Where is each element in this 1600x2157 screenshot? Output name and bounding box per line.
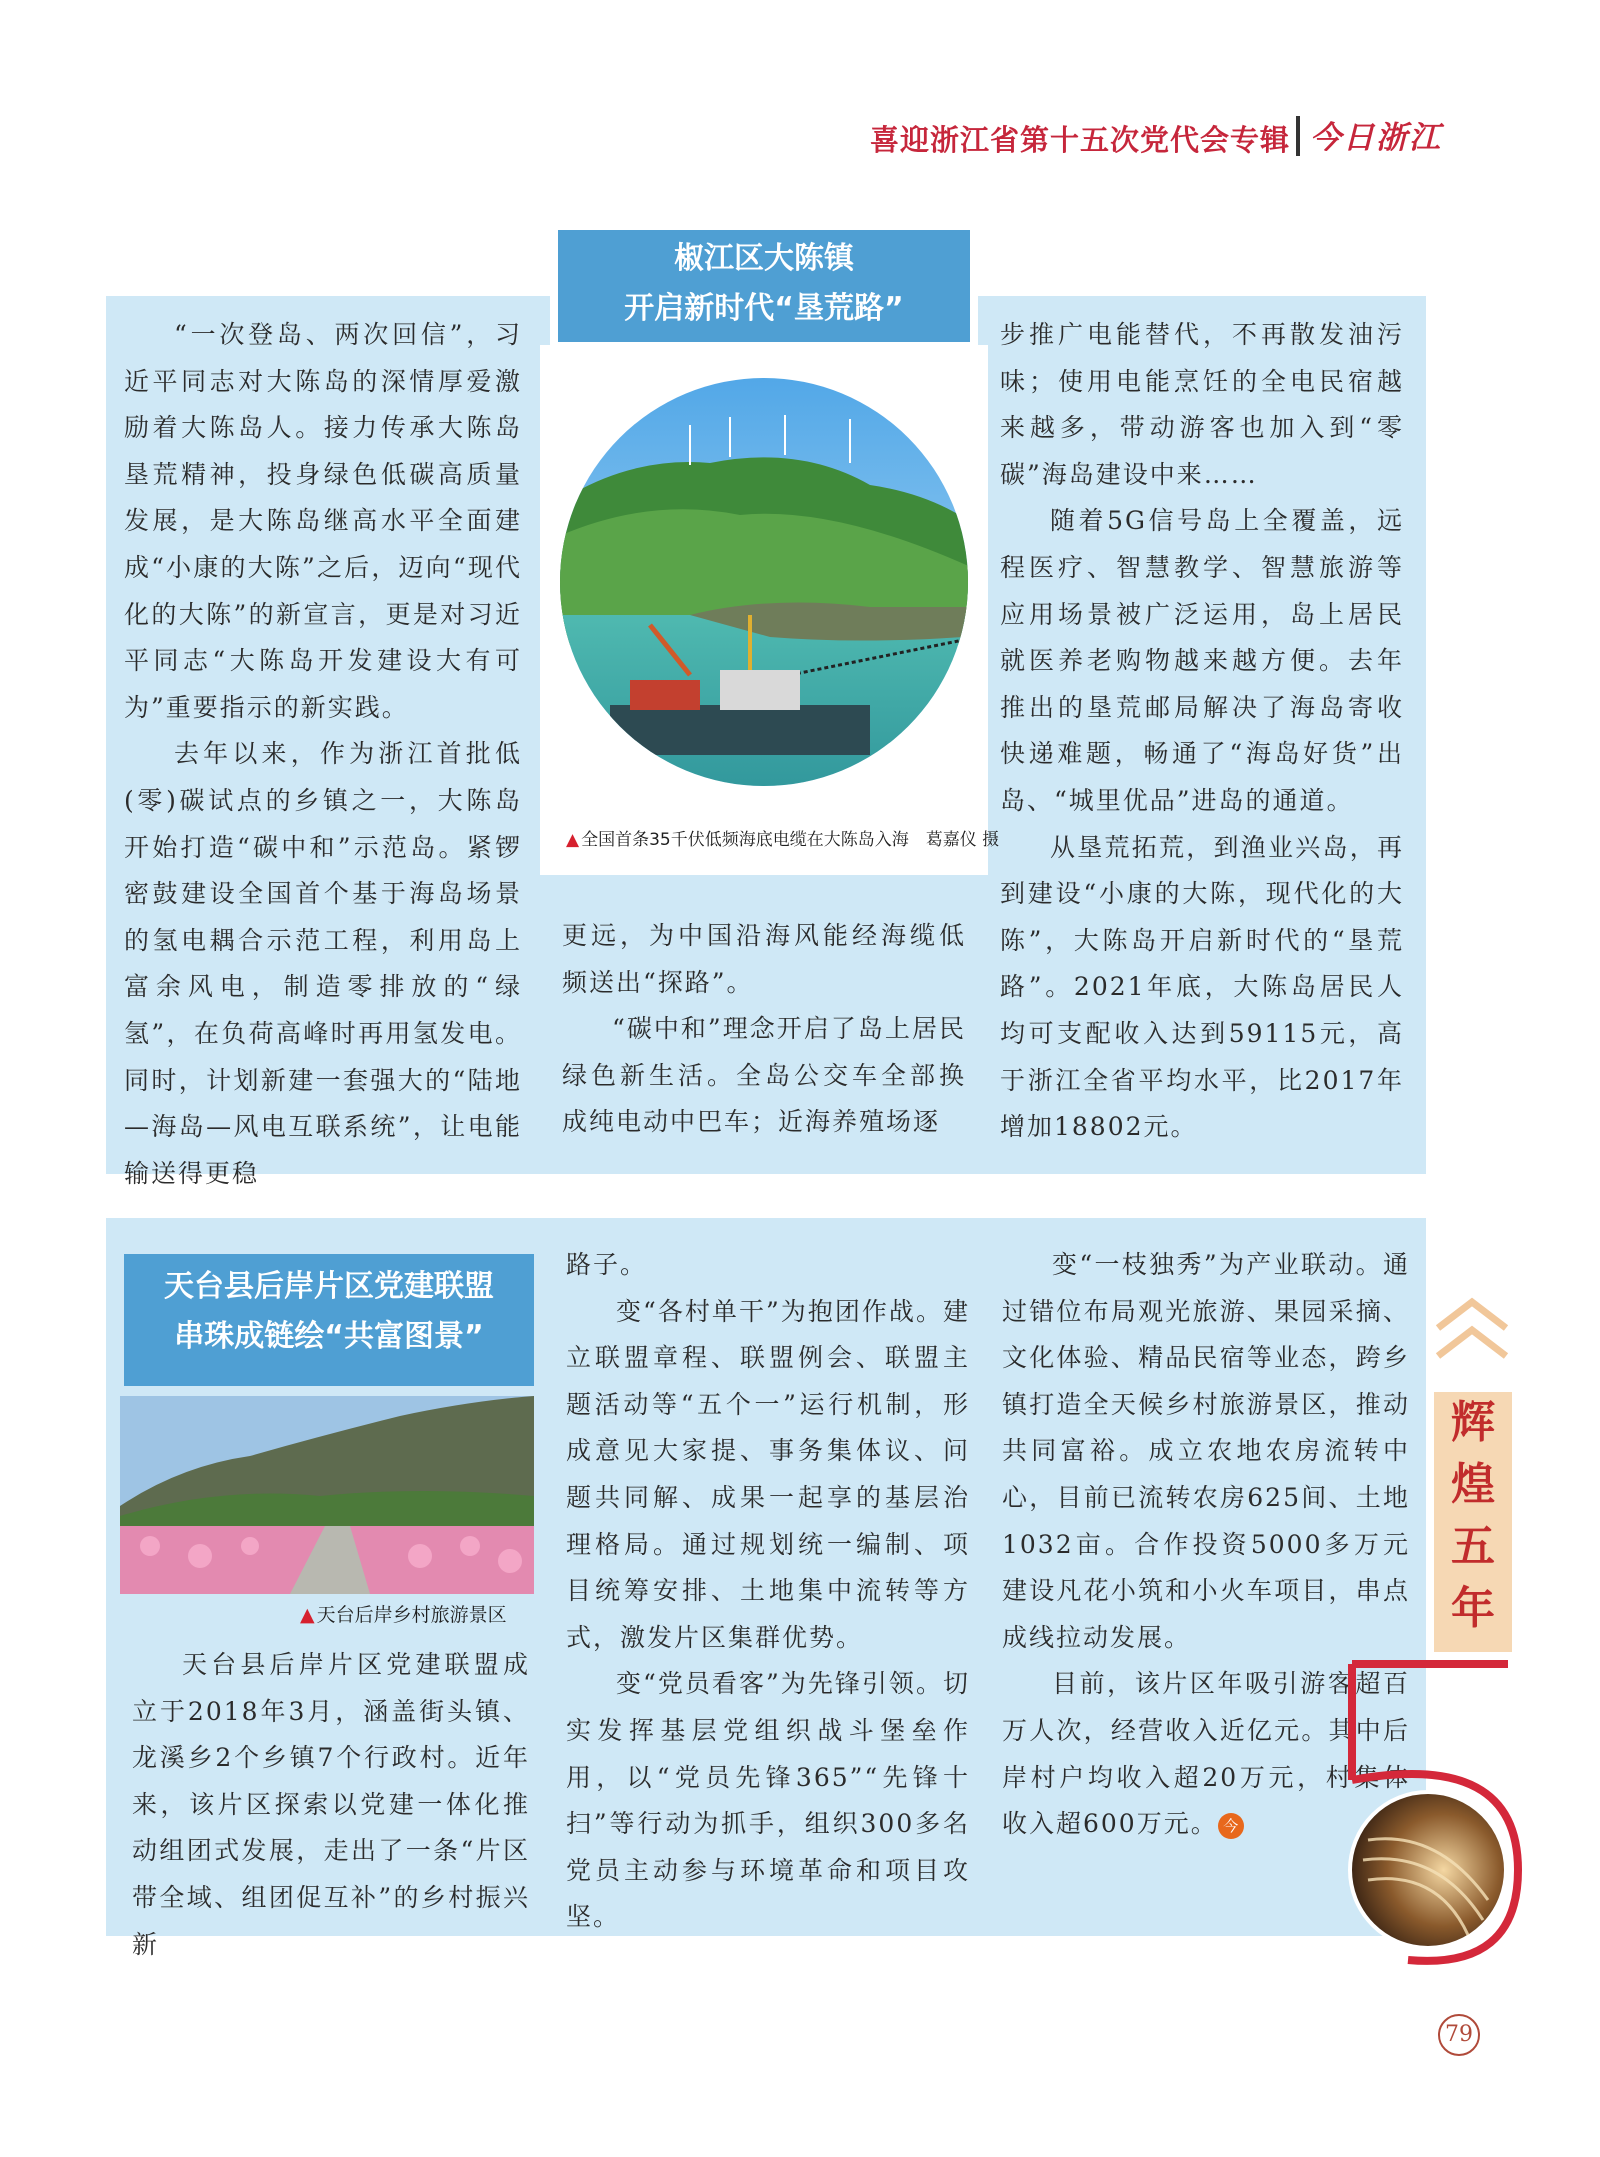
chevron-decoration-icon <box>1432 1292 1512 1382</box>
paragraph: 去年以来，作为浙江首批低(零)碳试点的乡镇之一，大陈岛开始打造“碳中和”示范岛。紧锣密鼓建设全国首个基于海岛场景的氢电耦合示范工程，利用岛上富余风电，制造零排放的“绿氢”，在负荷高峰时再用氢发电。同时，计划新建一套强大的“陆地—海岛—风电互联系统”，让电能输送得更稳 <box>124 739 522 1188</box>
paragraph-text: 目前，该片区年吸引游客超百万人次，经营收入近亿元。其中后岸村户均收入超20万元，村集体收入超600万元。 <box>1002 1669 1410 1839</box>
article1-title-line2: 开启新时代“垦荒路” <box>624 291 904 326</box>
article1-title-line1: 椒江区大陈镇 <box>674 241 854 276</box>
article2-title-line2: 串珠成链绘“共富图景” <box>174 1319 484 1354</box>
article2-column-2 <box>566 1242 970 1941</box>
article1-title <box>558 230 970 342</box>
paragraph: 更远，为中国沿海风能经海缆低频送出“探路”。 <box>562 921 966 997</box>
village-photo <box>120 1396 534 1594</box>
number-five-emblem-icon <box>1318 1660 1538 1980</box>
article2-title-line1: 天台县后岸片区党建联盟 <box>164 1269 494 1304</box>
island-photo <box>540 345 988 815</box>
paragraph: 随着5G信号岛上全覆盖，远程医疗、智慧教学、智慧旅游等应用场景被广泛运用，岛上居民就医养老购物越来越方便。去年推出的垦荒邮局解决了海岛寄收快递难题，畅通了“海岛好货”出岛、“城里优品”进岛的通道。 <box>1000 506 1404 815</box>
paragraph: 从垦荒拓荒，到渔业兴岛，再到建设“小康的大陈，现代化的大陈”，大陈岛开启新时代的“垦荒路”。2021年底，大陈岛居民人均可支配收入达到59115元，高于浙江全省平均水平，比2017年增加18802元。 <box>1000 832 1404 1142</box>
article2-caption-text: 天台后岸乡村旅游景区 <box>316 1604 507 1626</box>
badge-char: 五 <box>1451 1521 1495 1572</box>
paragraph: “碳中和”理念开启了岛上居民绿色新生活。全岛公交车全部换成纯电动中巴车；近海养殖场逐 <box>562 1014 966 1137</box>
paragraph: 变“一枝独秀”为产业联动。通过错位布局观光旅游、果园采摘、文化体验、精品民宿等业态，跨乡镇打造全天候乡村旅游景区，推动共同富裕。成立农地农房流转中心，目前已流转农房625间、土地1032亩。合作投资5000多万元建设凡花小筑和小火车项目，串点成线拉动发展。 <box>1002 1250 1410 1652</box>
article1-photo-caption <box>566 825 999 850</box>
side-badge <box>1434 1392 1512 1652</box>
end-mark-icon: 今 <box>1218 1813 1244 1839</box>
magazine-logo: 今日浙江 <box>1310 120 1442 156</box>
badge-char: 年 <box>1451 1583 1495 1634</box>
paragraph: 路子。 <box>566 1250 648 1279</box>
article1-column-3 <box>1000 312 1404 1151</box>
header-divider <box>1296 116 1300 156</box>
article1-column-2 <box>562 913 966 1146</box>
article2-photo-caption <box>300 1600 507 1627</box>
magazine-section-title: 喜迎浙江省第十五次党代会专辑 <box>869 123 1290 157</box>
article2-title <box>124 1254 534 1386</box>
badge-char: 煌 <box>1451 1459 1495 1510</box>
paragraph: 天台县后岸片区党建联盟成立于2018年3月，涵盖街头镇、龙溪乡2个乡镇7个行政村。近年来，该片区探索以党建一体化推动组团式发展，走出了一条“片区带全域、组团促互补”的乡村振兴新 <box>132 1650 530 1959</box>
caption-marker-icon: ▲ <box>566 830 580 850</box>
paragraph: “一次登岛、两次回信”，习近平同志对大陈岛的深情厚爱激励着大陈岛人。接力传承大陈岛垦荒精神，投身绿色低碳高质量发展，是大陈岛继高水平全面建成“小康的大陈”之后，迈向“现代化的大陈”的新宣言，更是对习近平同志“大陈岛开发建设大有可为”重要指示的新实践。 <box>124 320 522 722</box>
page-number: 79 <box>1438 2014 1480 2056</box>
paragraph: 步推广电能替代，不再散发油污味；使用电能烹饪的全电民宿越来越多，带动游客也加入到“零碳”海岛建设中来…… <box>1000 320 1404 489</box>
paragraph: 变“各村单干”为抱团作战。建立联盟章程、联盟例会、联盟主题活动等“五个一”运行机制，形成意见大家提、事务集体议、问题共同解、成果一起享的基层治理格局。通过规划统一编制、项目统筹安排、土地集中流转等方式，激发片区集群优势。 <box>566 1296 970 1652</box>
article2-column-1 <box>132 1642 530 1968</box>
badge-char: 辉 <box>1451 1397 1495 1448</box>
article1-column-1 <box>124 312 522 1197</box>
article1-caption-text: 全国首条35千伏低频海底电缆在大陈岛入海 葛嘉仪 摄 <box>581 830 1000 850</box>
paragraph: 变“党员看客”为先锋引领。切实发挥基层党组织战斗堡垒作用，以“党员先锋365”“先锋十扫”等行动为抓手，组织300多名党员主动参与环境革命和项目攻坚。 <box>566 1669 970 1932</box>
article1-photo-card <box>540 345 1000 875</box>
article2-photo-card <box>120 1396 534 1628</box>
caption-marker-icon: ▲ <box>300 1604 315 1626</box>
